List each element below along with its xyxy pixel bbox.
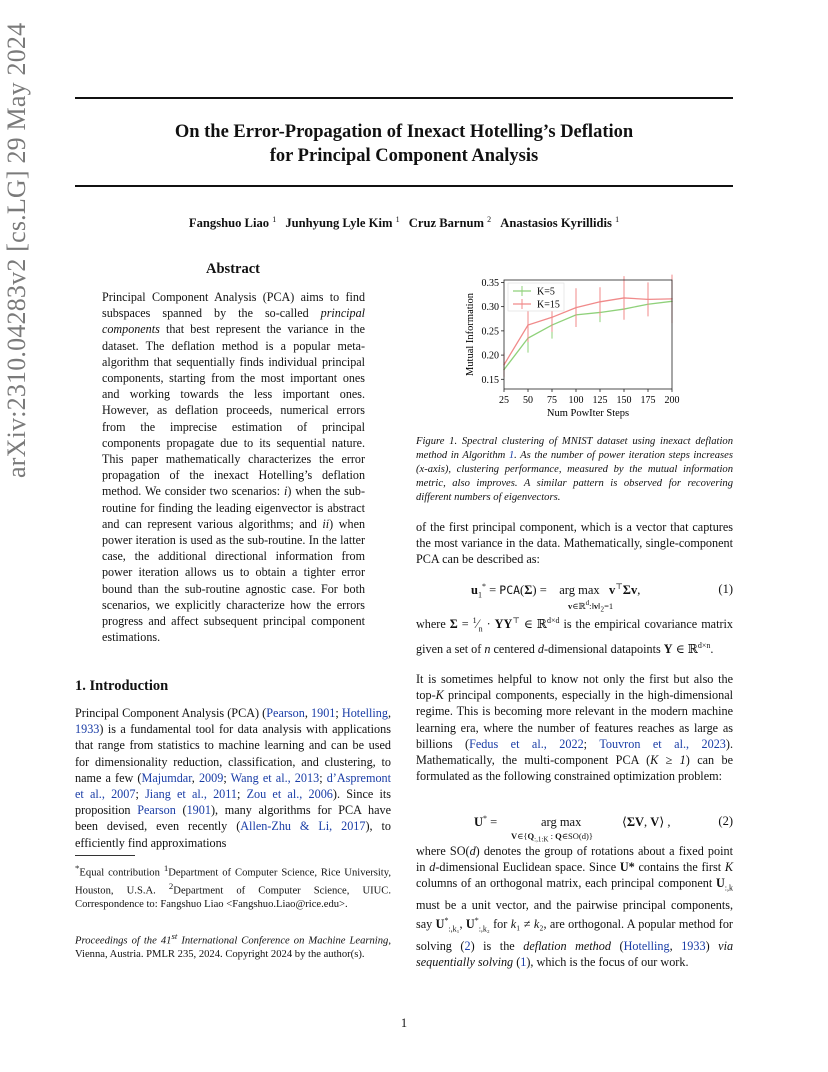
y-axis-label: Mutual Information bbox=[465, 292, 476, 377]
citation-link[interactable]: Majumdar bbox=[141, 770, 192, 785]
series-line bbox=[504, 301, 672, 369]
equation-number: (1) bbox=[718, 582, 733, 596]
equation-ref-link[interactable]: 1 bbox=[520, 955, 527, 970]
data-point bbox=[575, 307, 577, 309]
page-number: 1 bbox=[400, 1016, 408, 1030]
mutual-information-chart bbox=[456, 272, 686, 422]
section-heading-introduction: 1. Introduction bbox=[75, 678, 169, 694]
author: Junhyung Lyle Kim $^1$ bbox=[285, 215, 400, 231]
x-tick-label: 100 bbox=[568, 395, 584, 406]
title-top-rule bbox=[75, 97, 733, 99]
data-point bbox=[623, 297, 625, 299]
author: Cruz Barnum $^2$ bbox=[408, 215, 492, 231]
legend-label: K=15 bbox=[537, 299, 560, 311]
author-list bbox=[75, 215, 733, 231]
citation-link[interactable]: Pearson bbox=[266, 706, 305, 720]
x-tick-label: 75 bbox=[547, 395, 557, 406]
figure-caption: Figure 1. Spectral clustering of MNIST dataset using inexact deflation method in Algorithm 1. As the number of power iteration steps increases (x-axis), clustering performance, measured by the mutual information metric, also improves. A similar pattern is observed for recovering different numbers of eigenvectors. bbox=[416, 436, 733, 503]
citation-link[interactable]: Fedus et al., 2022 bbox=[469, 736, 584, 751]
y-axis bbox=[465, 278, 504, 386]
citation-link[interactable]: Touvron et al., 2023 bbox=[599, 736, 726, 751]
x-axis bbox=[499, 389, 680, 419]
x-tick-label: 25 bbox=[499, 395, 509, 406]
citation-link[interactable]: Hotelling bbox=[341, 706, 388, 720]
x-axis-label: Num PowIter Steps bbox=[546, 408, 630, 419]
right-paragraph-2: where $\Sigma = ^1⁄_n \cdot YY^⊤$ ∈ ℝ$^{d\times d}$ is the empirical covariance matrix given a set of n centered d-dimensional datapoints Y ∈ ℝ$^{d\times n}$. bbox=[416, 616, 734, 656]
x-tick-label: 125 bbox=[592, 395, 608, 406]
footnote-proceedings: Proceedings of the 41st International Conference on Machine Learning, Vienna, Austria. PMLR 235, 2024. Copyright 2024 by the author(s). bbox=[75, 931, 391, 961]
citation-link[interactable]: 1901 bbox=[311, 706, 336, 720]
x-tick-label: 175 bbox=[640, 395, 656, 406]
y-tick-label: 0.20 bbox=[481, 350, 499, 362]
equation-ref-link[interactable]: 2 bbox=[464, 938, 471, 953]
y-tick-label: 0.15 bbox=[481, 374, 499, 386]
legend-label: K=5 bbox=[537, 286, 555, 298]
x-tick-label: 50 bbox=[523, 395, 533, 406]
x-tick-label: 150 bbox=[616, 395, 632, 406]
abstract-text: Principal Component Analysis (PCA) aims to find subspaces spanned by the so-called principal components that best represent the variance in the dataset. The deflation method is a popular meta-algorithm that sequentially finds individual principal components, starting from the most important ones and working towards the less important ones. However, as deflation proceeds, numerical errors from the imprecise estimation of principal components propagate due to its sequential nature. This paper mathematically characterizes the error propagation of the inexact Hotelling’s deflation method. We consider two scenarios: i) when the sub-routine for finding the leading eigenvector is abstract and can represent various algorithms; and ii) when power iteration is used as the sub-routine. In the latter case, the additional directional information from power iteration allows us to obtain a tighter error bound than the sub-routine agnostic case. For both scenarios, we explicitly characterize how the errors progress and affect subsequent principal component estimations. bbox=[102, 290, 365, 645]
citation-link[interactable]: 1933 bbox=[681, 938, 706, 953]
y-tick-label: 0.35 bbox=[481, 277, 499, 289]
x-tick-label: 200 bbox=[664, 395, 680, 406]
title-line-2: for Principal Component Analysis bbox=[269, 146, 539, 166]
citation-link[interactable]: 1901 bbox=[186, 803, 211, 818]
citation-link[interactable]: Pearson bbox=[137, 803, 176, 818]
right-paragraph-4: where SO(d) denotes the group of rotations about a fixed point in d-dimensional Euclidean space. Since U* contains the first K columns of an orthogonal matrix, each principal component $U_{:,k}$ must be a unit vector, and the pairwise principal components, say $U^*_{:,k_1}$, $U^*_{:,k_2}$ for k₁ ≠ k₂, are orthogonal. A popular method for solving (2) is the deflation method (Hotelling, 1933) via sequentially solving (1), which is the focus of our work. bbox=[416, 844, 734, 970]
citation-link[interactable]: 2009 bbox=[198, 770, 224, 785]
abstract-heading: Abstract bbox=[206, 261, 260, 277]
author: Fangshuo Liao $^1$ bbox=[188, 215, 277, 231]
data-point bbox=[647, 299, 649, 301]
citation-link[interactable]: Wang et al., 2013 bbox=[230, 770, 320, 785]
citation-link[interactable]: d’Aspremont et al., 2007 bbox=[75, 770, 392, 802]
data-point bbox=[527, 324, 529, 326]
title-line-1: On the Error-Propagation of Inexact Hotelling’s Deflation bbox=[174, 122, 634, 142]
citation-link[interactable]: 1933 bbox=[75, 722, 100, 737]
right-paragraph-1: of the first principal component, which is a vector that captures the most variance in the data. Mathematically, single-component PCA can be described as: bbox=[416, 520, 733, 567]
citation-link[interactable]: Jiang et al., 2011 bbox=[145, 787, 237, 802]
right-paragraph-3: It is sometimes helpful to know not only the first but also the top-K principal components, especially in the high-dimensional regime. This is becoming more relevant in the modern machine learning era, where the number of features reaches as large as billions (Fedus et al., 2022; Touvron et al., 2023). Mathematically, the multi-component PCA (K ≥ 1) can be formulated as the following constrained optimization problem: bbox=[416, 672, 733, 784]
footnote-affiliations: *Equal contribution $^1$Department of Computer Science, Rice University, Houston, U.S.A. $^2$Department of Computer Science, UIUC. Correspondence to: Fangshuo Liao <Fangshuo.Liao@rice.edu>. bbox=[75, 863, 391, 911]
footnote-rule bbox=[75, 855, 135, 856]
data-point bbox=[551, 317, 553, 319]
author: Anastasios Kyrillidis $^1$ bbox=[500, 215, 620, 231]
citation-link[interactable]: Allen-Zhu & Li, 2017 bbox=[240, 819, 366, 834]
equation-number: (2) bbox=[718, 814, 733, 828]
title-bottom-rule bbox=[75, 185, 733, 187]
introduction-paragraph: Principal Component Analysis (PCA) (Pearson, 1901; Hotelling, 1933) is a fundamental tool for data analysis with applications that range from statistics to machine learning and can be used for dimensionality reduction, classification, and clustering, to name a few (Majumdar, 2009; Wang et al., 2013; d’Aspremont et al., 2007; Jiang et al., 2011; Zou et al., 2006). Since its proposition Pearson (1901), many algorithms for PCA have been devised, even recently (Allen-Zhu & Li, 2017), to efficiently find approximations bbox=[75, 706, 392, 850]
paper-title bbox=[75, 120, 733, 168]
y-tick-label: 0.25 bbox=[481, 326, 499, 338]
arxiv-stamp: arXiv:2310.04283v2 [cs.LG] 29 May 2024 bbox=[2, 22, 31, 478]
citation-link[interactable]: Zou et al., 2006 bbox=[246, 787, 333, 802]
data-point bbox=[599, 301, 601, 303]
y-tick-label: 0.30 bbox=[481, 302, 499, 314]
legend bbox=[508, 283, 564, 311]
citation-link[interactable]: Hotelling bbox=[623, 938, 670, 953]
